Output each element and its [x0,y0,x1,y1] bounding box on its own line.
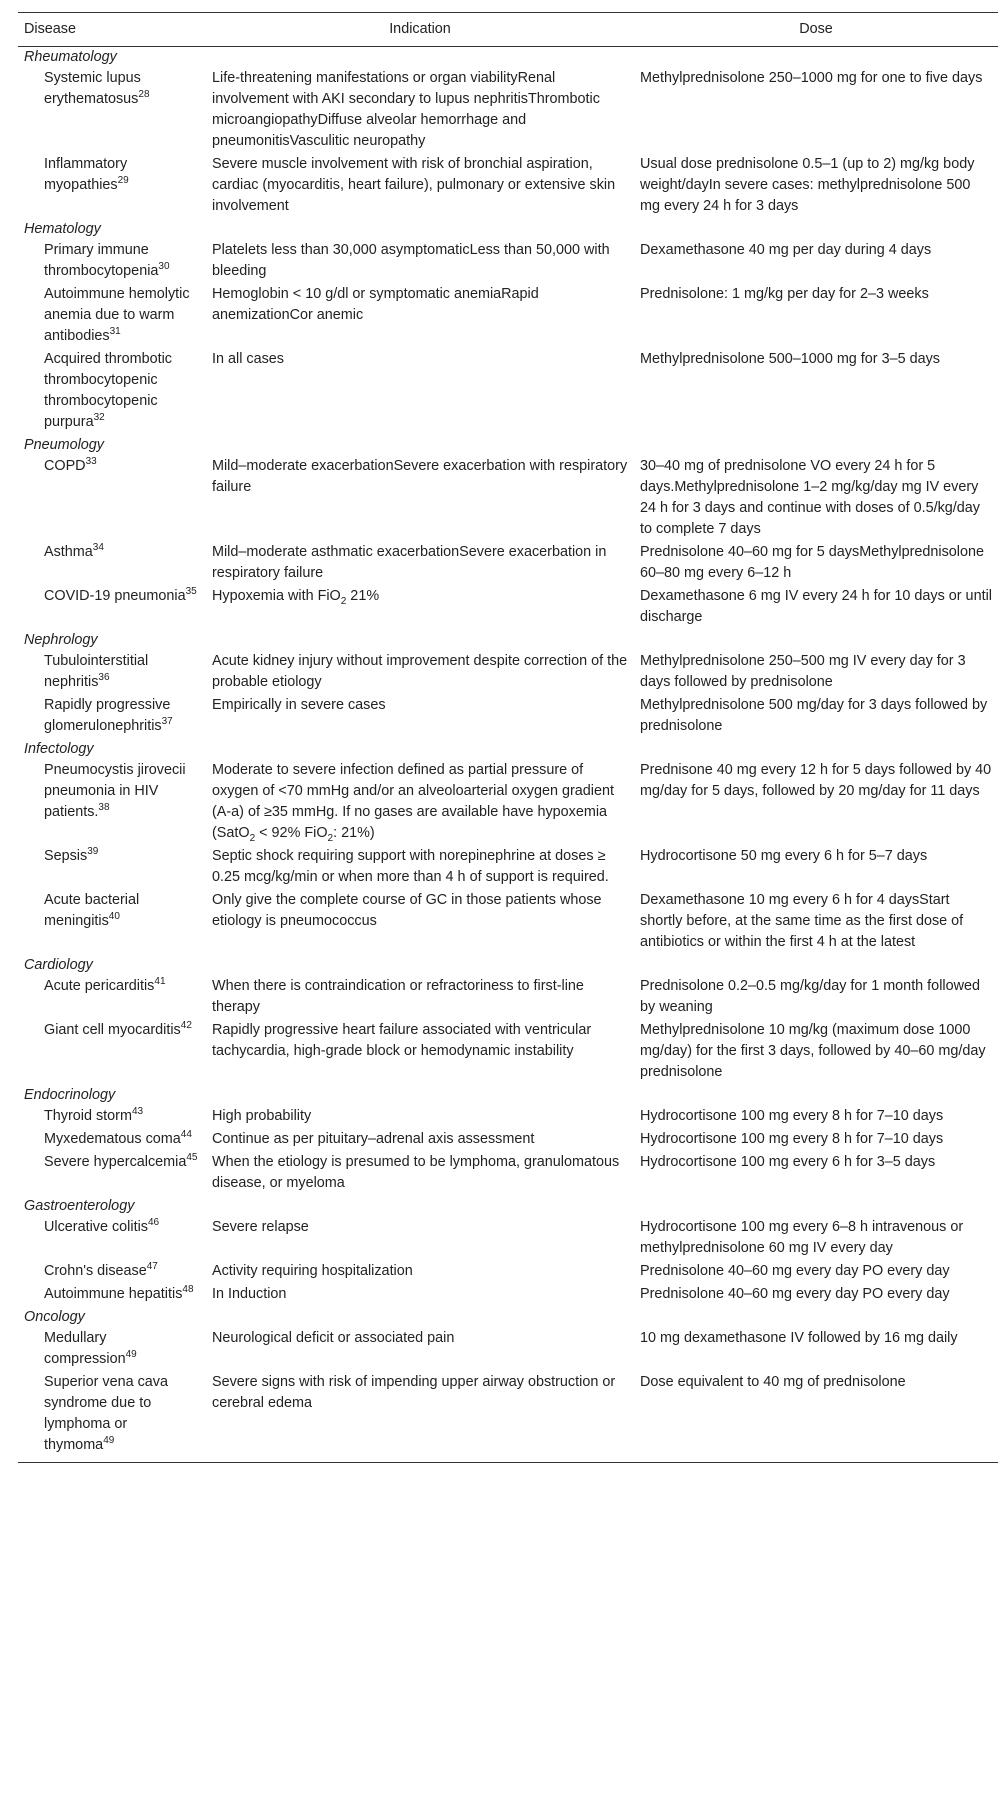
dose-cell: Methylprednisolone 500 mg/day for 3 days followed by prednisolone [640,697,988,734]
indication-cell [206,1020,634,1085]
dose-cell: Methylprednisolone 500–1000 mg for 3–5 days [640,351,941,367]
disease-name: Asthma [44,544,93,560]
reference-number: 31 [109,326,121,338]
section-title: Infectology [24,741,94,757]
disease-cell [18,1284,206,1307]
disease-cell [18,542,206,586]
disease-name: COPD [44,458,86,474]
table-row [18,284,998,349]
disease-cell [18,890,206,955]
indication-text: In Induction [212,1286,287,1302]
disease-cell [18,1328,206,1372]
reference-number: 42 [180,1020,192,1032]
disease-cell [18,1372,206,1463]
disease-cell [18,695,206,739]
indication-text: Hypoxemia with FiO [212,588,341,604]
dose-cell: Hydrocortisone 100 mg every 6–8 h intravenous or methylprednisolone 60 mg IV every day [640,1219,964,1256]
disease-name: Tubulointerstitial nephritis [44,653,149,690]
dose-cell: Hydrocortisone 50 mg every 6 h for 5–7 days [640,848,928,864]
section-title: Endocrinology [24,1087,116,1103]
reference-number: 39 [87,846,99,858]
section-row [18,47,998,69]
section-title: Cardiology [24,957,93,973]
table-body [18,47,998,1463]
disease-name: Autoimmune hepatitis [44,1286,183,1302]
indication-cell [206,846,634,890]
indication-text: Acute kidney injury without improvement despite correction of the probable etiology [212,653,628,690]
reference-number: 33 [85,456,97,468]
section-row [18,1307,998,1328]
indication-text: Rapidly progressive heart failure associated with ventricular tachycardia, high-grade block or hemodynamic instability [212,1022,592,1059]
disease-cell [18,349,206,435]
table-row [18,456,998,542]
section-title: Oncology [24,1309,85,1325]
indication-text: Only give the complete course of GC in those patients whose etiology is pneumococcus [212,892,602,929]
indication-cell [206,695,634,739]
disease-name: Acute bacterial meningitis [44,892,140,929]
indication-text: When the etiology is presumed to be lymphoma, granulomatous disease, or myeloma [212,1154,620,1191]
indication-cell [206,1372,634,1463]
dose-cell: Dexamethasone 6 mg IV every 24 h for 10 days or until discharge [640,588,992,625]
table-row [18,240,998,284]
indication-cell [206,890,634,955]
disease-cell [18,976,206,1020]
disease-name: Crohn's disease [44,1263,147,1279]
indication-subscript: 2 [340,595,347,607]
disease-name: Acute pericarditis [44,978,155,994]
header-indication: Indication [206,13,634,47]
table-row [18,1284,998,1307]
table-header [18,13,998,47]
dose-cell: Hydrocortisone 100 mg every 8 h for 7–10 days [640,1131,944,1147]
disease-cell [18,284,206,349]
reference-number: 34 [92,542,104,554]
section-row [18,739,998,760]
reference-number: 43 [131,1106,144,1118]
table-row [18,542,998,586]
indication-text: Severe signs with risk of impending upper airway obstruction or cerebral edema [212,1374,616,1411]
disease-name: Acquired thrombotic thrombocytopenic thrombocytopenic purpura [44,351,172,430]
disease-name: Medullary compression [44,1330,126,1367]
reference-number: 45 [186,1152,198,1164]
section-row [18,630,998,651]
indication-text: Continue as per pituitary–adrenal axis assessment [212,1131,535,1147]
table-row [18,651,998,695]
disease-name: Myxedematous coma [44,1131,181,1147]
dose-cell: Dexamethasone 10 mg every 6 h for 4 daysStart shortly before, at the same time as the first dose of antibiotics or within the first 4 h at the latest [640,892,964,950]
indication-text: Hemoglobin < 10 g/dl or symptomatic anemiaRapid anemizationCor anemic [212,286,539,323]
disease-cell [18,68,206,154]
indication-cell [206,1106,634,1129]
reference-number: 32 [93,412,105,424]
indication-cell [206,1261,634,1284]
indication-text: < 92% FiO [255,825,328,841]
indication-cell [206,1328,634,1372]
reference-number: 28 [138,89,150,101]
indication-cell [206,68,634,154]
disease-cell [18,1129,206,1152]
indication-text: : 21%) [333,825,375,841]
indication-text: When there is contraindication or refractoriness to first-line therapy [212,978,584,1015]
dose-cell: Prednisolone 40–60 mg for 5 daysMethylprednisolone 60–80 mg every 6–12 h [640,544,984,581]
table-row [18,154,998,219]
indication-cell [206,976,634,1020]
indication-text: Platelets less than 30,000 asymptomaticLess than 50,000 with bleeding [212,242,610,279]
indication-text: 21% [346,588,380,604]
reference-number: 37 [161,716,173,728]
indication-cell [206,586,634,630]
disease-name: Primary immune thrombocytopenia [44,242,159,279]
table-row [18,760,998,846]
table-row [18,890,998,955]
table-row [18,1372,998,1463]
dose-cell: Usual dose prednisolone 0.5–1 (up to 2) mg/kg body weight/dayIn severe cases: methylprednisolone 500 mg every 24 h for 3 days [640,156,975,214]
disease-name: Giant cell myocarditis [44,1022,181,1038]
reference-number: 36 [98,672,110,684]
section-title: Hematology [24,221,101,237]
disease-cell [18,1217,206,1261]
table-container [18,12,998,1463]
header-row [18,13,998,47]
indication-cell [206,240,634,284]
indication-text: Empirically in severe cases [212,697,386,713]
indication-cell [206,1129,634,1152]
dose-cell: Prednisolone 40–60 mg every day PO every day [640,1286,950,1302]
dose-cell: Methylprednisolone 250–1000 mg for one to five days [640,70,983,86]
section-row [18,1196,998,1217]
disease-cell [18,1106,206,1129]
indication-text: Moderate to severe infection defined as partial pressure of oxygen of <70 mmHg and/or an alveoloarterial oxygen gradient (A-a) of ≥35 mmHg. If no gases are available have hypoxemia (SatO [212,762,614,841]
disease-cell [18,760,206,846]
indication-subscript: 2 [327,832,334,844]
table-row [18,1261,998,1284]
reference-number: 29 [117,175,129,187]
reference-number: 38 [98,802,110,814]
indication-cell [206,154,634,219]
reference-number: 47 [146,1261,158,1273]
disease-name: COVID-19 pneumonia [44,588,186,604]
table-row [18,349,998,435]
table-row [18,68,998,154]
table-row [18,1106,998,1129]
disease-name: Inflammatory myopathies [44,156,128,193]
table-row [18,1328,998,1372]
reference-number: 44 [180,1129,192,1141]
reference-number: 40 [108,911,120,923]
section-row [18,435,998,456]
table-row [18,586,998,630]
disease-name: Ulcerative colitis [44,1219,148,1235]
indication-cell [206,456,634,542]
table-row [18,1020,998,1085]
disease-cell [18,586,206,630]
indication-cell [206,349,634,435]
disease-cell [18,154,206,219]
indication-cell [206,284,634,349]
reference-number: 48 [182,1284,194,1296]
disease-name: Superior vena cava syndrome due to lymphoma or thymoma [44,1374,168,1453]
disease-name: Systemic lupus erythematosus [44,70,141,107]
indication-cell [206,1284,634,1307]
indication-cell [206,760,634,846]
dose-cell: Prednisone 40 mg every 12 h for 5 days followed by 40 mg/day for 5 days, followed by 20 mg/day for 11 days [640,762,992,799]
dose-cell: Prednisolone 40–60 mg every day PO every day [640,1263,950,1279]
indication-text: Severe muscle involvement with risk of bronchial aspiration, cardiac (myocarditis, heart failure), pulmonary or extensive skin involvement [212,156,616,214]
disease-name: Severe hypercalcemia [44,1154,187,1170]
indication-cell [206,1217,634,1261]
dose-cell: Prednisolone: 1 mg/kg per day for 2–3 weeks [640,286,929,302]
header-dose: Dose [634,13,998,47]
dose-cell: Hydrocortisone 100 mg every 8 h for 7–10 days [640,1108,944,1124]
disease-cell [18,1152,206,1196]
disease-cell [18,456,206,542]
dose-cell: Dose equivalent to 40 mg of prednisolone [634,1372,998,1463]
dose-cell: Prednisolone 0.2–0.5 mg/kg/day for 1 month followed by weaning [640,978,980,1015]
indication-cell [206,651,634,695]
dose-cell: Dexamethasone 40 mg per day during 4 days [640,242,932,258]
reference-number: 41 [154,976,166,988]
disease-cell [18,1020,206,1085]
dose-cell: 30–40 mg of prednisolone VO every 24 h for 5 days.Methylprednisolone 1–2 mg/kg/day mg IV every 24 h for 3 days and continue with doses of 0.5/kg/day to complete 7 days [640,458,980,537]
disease-cell [18,846,206,890]
indication-text: Activity requiring hospitalization [212,1263,413,1279]
table-row [18,976,998,1020]
section-row [18,955,998,976]
indication-text: In all cases [212,351,284,367]
indication-text: Severe relapse [212,1219,309,1235]
reference-number: 35 [185,586,197,598]
table-row [18,1217,998,1261]
section-title: Gastroenterology [24,1198,135,1214]
table-row [18,1129,998,1152]
dose-cell: Methylprednisolone 250–500 mg IV every day for 3 days followed by prednisolone [640,653,966,690]
disease-name: Thyroid storm [44,1108,132,1124]
indication-cell [206,542,634,586]
indication-cell [206,1152,634,1196]
disease-cell [18,240,206,284]
section-title: Pneumology [24,437,104,453]
reference-number: 49 [103,1435,115,1447]
indication-text: Life-threatening manifestations or organ viabilityRenal involvement with AKI secondary to lupus nephritisThrombotic microangiopathyDiffuse alveolar hemorrhage and pneumonitisVasculitic neuropathy [212,70,600,149]
disease-cell [18,1261,206,1284]
section-title: Rheumatology [24,49,117,65]
table-row [18,846,998,890]
disease-name: Rapidly progressive glomerulonephritis [44,697,171,734]
indication-subscript: 2 [249,832,256,844]
indication-text: Mild–moderate asthmatic exacerbationSevere exacerbation in respiratory failure [212,544,607,581]
table-row [18,1152,998,1196]
indication-text: Septic shock requiring support with norepinephrine at doses ≥ 0.25 mcg/kg/min or when more than 4 h of support is required. [212,848,609,885]
indication-text: Neurological deficit or associated pain [212,1330,455,1346]
dose-cell: Methylprednisolone 10 mg/kg (maximum dose 1000 mg/day) for the first 3 days, followed by 40–60 mg/day prednisolone [640,1022,986,1080]
disease-cell [18,651,206,695]
dose-cell: 10 mg dexamethasone IV followed by 16 mg daily [640,1330,958,1346]
disease-name: Pneumocystis jirovecii pneumonia in HIV patients. [44,762,186,820]
reference-number: 49 [125,1349,137,1361]
disease-name: Sepsis [44,848,88,864]
reference-number: 46 [147,1217,160,1229]
indication-text: Mild–moderate exacerbationSevere exacerbation with respiratory failure [212,458,628,495]
section-row [18,219,998,240]
disease-name: Autoimmune hemolytic anemia due to warm antibodies [44,286,190,344]
dose-cell: Hydrocortisone 100 mg every 6 h for 3–5 days [640,1154,936,1170]
section-row [18,1085,998,1106]
glucocorticoid-indications-table [18,12,998,1463]
table-row [18,695,998,739]
section-title: Nephrology [24,632,98,648]
indication-text: High probability [212,1108,312,1124]
reference-number: 30 [158,261,170,273]
header-disease: Disease [18,13,206,47]
